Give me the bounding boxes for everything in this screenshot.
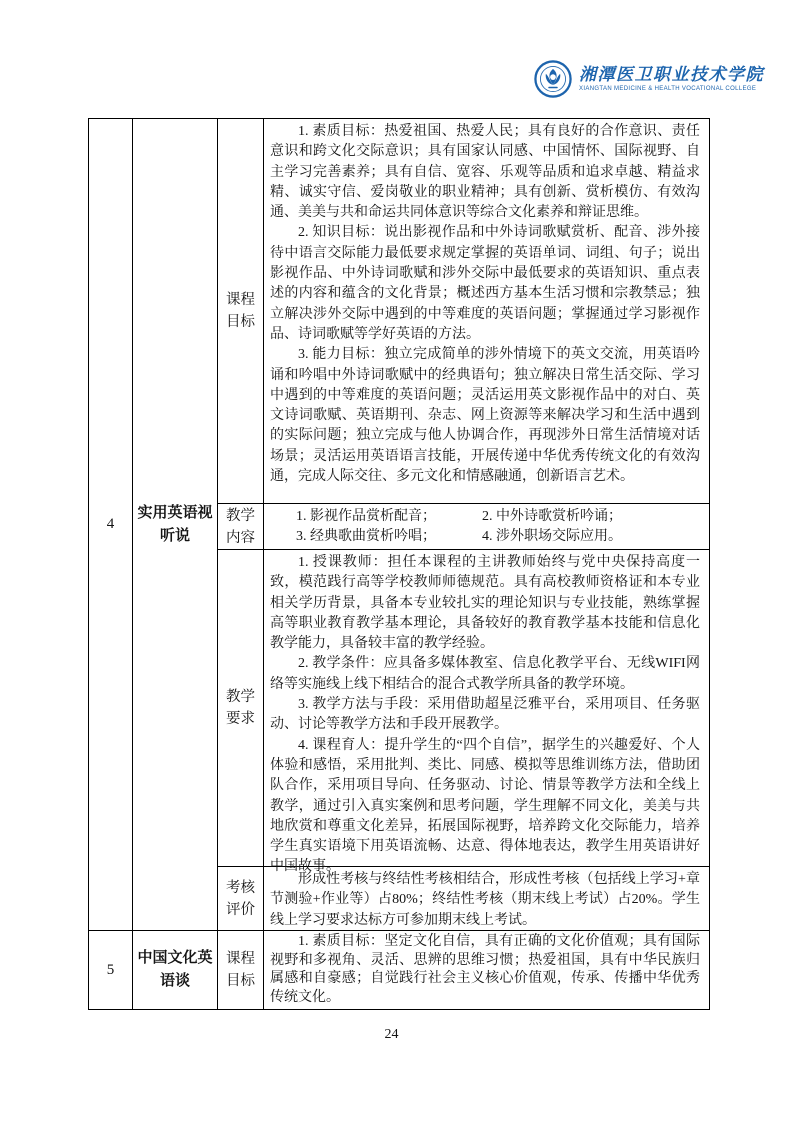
content-item: 3. 经典歌曲赏析吟唱； — [296, 529, 436, 545]
section-label-text: 教学要求 — [226, 689, 255, 727]
section-label-cell — [218, 504, 264, 550]
section-content-cell — [264, 119, 709, 504]
course-number-cell: 5 — [89, 931, 133, 1009]
section-label-text: 课程目标 — [226, 951, 255, 989]
paragraph: 1. 素质目标：坚定文化自信，具有正确的文化价值观；具有国际视野和多视角、灵活、思辨的思维习惯；热爱祖国，具有中华民族归属感和自豪感；自觉践行社会主义核心价值观，传承、传播中华优秀传统文化。 — [270, 934, 700, 1006]
page-number: 24 — [384, 1027, 399, 1042]
content-item: 2. 中外诗歌赏析吟诵； — [482, 509, 622, 524]
college-name-cn: 湘潭医卫职业技术学院 — [579, 65, 764, 84]
paragraph: 1. 素质目标：热爱祖国、热爱人民；具有良好的合作意识、责任意识和跨文化交际意识；具有国家认同感、中国情怀、国际视野、自主学习完善素养；具有自信、宽容、乐观等品质和追求卓越、精益求精、诚实守信、爱岗敬业的职业精神；具有创新、赏析模仿、有效沟通、美美与共和命运共同体意识等综合文化素养和辩证思维。 — [270, 124, 700, 221]
course-number-cell: 4 — [89, 119, 133, 931]
section-content-cell — [264, 931, 709, 1009]
college-name-en: XIANGTAN MEDICINE & HEALTH VOCATIONAL COLLEGE — [579, 86, 757, 92]
college-emblem-icon — [534, 60, 572, 98]
paragraph: 4. 课程育人：提升学生的“四个自信”，据学生的兴趣爱好、个人体验和感悟，采用批判、类比、同感、模拟等思维训练方法，借助团队合作，采用项目导向、任务驱动、讨论、情景等教学方法和全线上教学，通过引入真实案例和思考问题，学生理解不同文化，美美与共地欣赏和尊重文化差异，拓展国际视野，培养跨文化交际能力，培养学生真实语境下用英语流畅、达意、得体地表达，教学生用英语讲好中国故事。 — [270, 737, 700, 875]
paragraph: 3. 教学方法与手段：采用借助超星泛雅平台，采用项目、任务驱动、讨论等教学方法和手段开展教学。 — [270, 697, 700, 733]
section-content-cell — [264, 867, 709, 931]
section-label-cell — [218, 550, 264, 867]
section-content-cell — [264, 550, 709, 875]
paragraph: 2. 知识目标：说出影视作品和中外诗词歌赋赏析、配音、涉外接待中语言交际能力最低要求规定掌握的英语单词、词组、句子；说出影视作品、中外诗词歌赋和涉外交际中最低要求的英语知识、重点表述的内容和蕴含的文化背景；概述西方基本生活习惯和宗教禁忌；独立解决涉外交际中遇到的中等难度的英语问题；掌握通过学习影视作品、诗词歌赋等学好英语的方法。 — [270, 225, 700, 342]
paragraph: 3. 能力目标：独立完成简单的涉外情境下的英文交流，用英语吟诵和吟唱中外诗词歌赋中的经典语句；独立解决日常生活交际、学习中遇到的中等难度的英语问题；灵活运用英文影视作品中的对白、英文诗词歌赋、英语期刊、杂志、网上资源等来解决学习和生活中遇到的实际问题；独立完成与他人协调合作，再现涉外日常生活情境对话场景；灵活运用英语语言技能，开展传递中华优秀传统文化的有效沟通，完成人际交往、多元文化和情感融通，创新语言艺术。 — [270, 347, 700, 485]
course-table — [88, 118, 710, 1010]
college-logo — [534, 60, 764, 98]
course-name-text: 中国文化英语谈 — [137, 950, 213, 989]
course-name-cell — [133, 931, 218, 1009]
section-label-text: 课程目标 — [226, 292, 255, 330]
paragraph: 1. 授课教师：担任本课程的主讲教师始终与党中央保持高度一致，模范践行高等学校教师师德规范。具有高校教师资格证和本专业相关学历背景，具备本专业较扎实的理论知识与专业技能，熟练掌握高等职业教育教学基本理论，具备较好的教育教学基本技能和信息化教学能力，具备较丰富的教学经验。 — [270, 555, 700, 652]
paragraph: 2. 教学条件：应具备多媒体教室、信息化教学平台、无线WIFI网络等实施线上线下相结合的混合式教学所具备的教学环境。 — [270, 656, 700, 692]
content-item: 4. 涉外职场交际应用。 — [482, 529, 622, 545]
paragraph: 形成性考核与终结性考核相结合，形成性考核（包括线上学习+章节测验+作业等）占80%；终结性考核（期末线上考试）占20%。学生线上学习要求达标方可参加期末线上考试。 — [270, 872, 700, 928]
section-label-cell — [218, 867, 264, 931]
content-items — [270, 507, 700, 548]
section-label-text: 教学内容 — [226, 507, 255, 546]
section-content-cell — [264, 504, 709, 550]
content-item: 1. 影视作品赏析配音； — [296, 509, 436, 524]
section-label-cell — [218, 931, 264, 1009]
section-label-text: 考核评价 — [226, 879, 255, 918]
course-name-cell — [133, 119, 218, 931]
course-name-text: 实用英语视听说 — [137, 504, 213, 544]
section-label-cell — [218, 119, 264, 504]
